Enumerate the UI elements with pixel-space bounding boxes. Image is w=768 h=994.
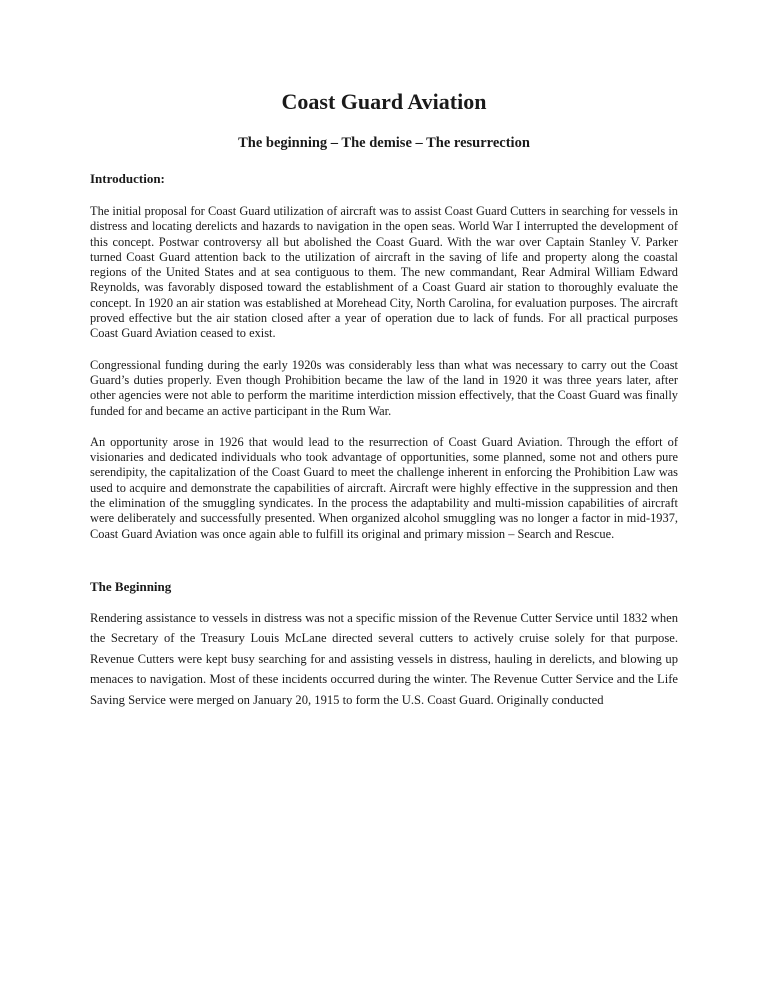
beginning-section [90, 578, 678, 711]
document-title: Coast Guard Aviation [281, 89, 487, 114]
introduction-section [90, 170, 678, 542]
introduction-paragraph-1: The initial proposal for Coast Guard utilization of aircraft was to assist Coast Guard Cutters in searching for vessels in distress and locating derelicts and hazards to navigation in the open seas. World War I interrupted the development of this concept. Postwar controversy all but abolished the Coast Guard. With the war over Captain Stanley V. Parker turned Coast Guard attention back to the utilization of aircraft in the saving of life and property along the coastal regions of the United States and at sea contiguous to them. The new commandant, Rear Admiral William Edward Reynolds, was favorably disposed toward the establishment of a Coast Guard air station to thoroughly evaluate the concept. In 1920 an air station was established at Morehead City, North Carolina, for evaluation purposes. The aircraft proved effective but the air station closed after a year of operation due to lack of funds. For all practical purposes Coast Guard Aviation ceased to exist. [90, 204, 678, 341]
introduction-heading: Introduction: [90, 171, 165, 186]
document-page [90, 88, 678, 710]
beginning-heading: The Beginning [90, 578, 172, 594]
document-subtitle: The beginning – The demise – The resurrection [238, 135, 530, 151]
introduction-paragraph-3: An opportunity arose in 1926 that would lead to the resurrection of Coast Guard Aviation. Through the effort of visionaries and dedicated individuals who took advantage of opportunities, some planned, some not and others pure serendipity, the capitalization of the Coast Guard to meet the challenge inherent in enforcing the Prohibition Law was used to acquire and demonstrate the capabilities of aircraft. Aircraft were highly effective in the suppression and then the elimination of the smuggling syndicates. In the process the adaptability and multi-mission capabilities of aircraft were deliberately and successfully presented. When organized alcohol smuggling was no longer a factor in mid-1937, Coast Guard Aviation was once again able to fulfill its original and primary mission – Search and Rescue. [90, 434, 678, 541]
introduction-paragraph-2: Congressional funding during the early 1920s was considerably less than what was necessary to carry out the Coast Guard’s duties properly. Even though Prohibition became the law of the land in 1920 it was three years later, after other agencies were not able to perform the maritime interdiction mission effectively, that the Coast Guard was finally funded for and became an active participant in the Rum War. [90, 357, 678, 418]
beginning-paragraph-1: Rendering assistance to vessels in distress was not a specific mission of the Revenue Cutter Service until 1832 when the Secretary of the Treasury Louis McLane directed several cutters to actively cruise solely for that purpose. Revenue Cutters were kept busy searching for and assisting vessels in distress, hauling in derelicts, and blowing up menaces to navigation. Most of these incidents occurred during the winter. The Revenue Cutter Service and the Life Saving Service were merged on January 20, 1915 to form the U.S. Coast Guard. Originally conducted [90, 610, 678, 707]
